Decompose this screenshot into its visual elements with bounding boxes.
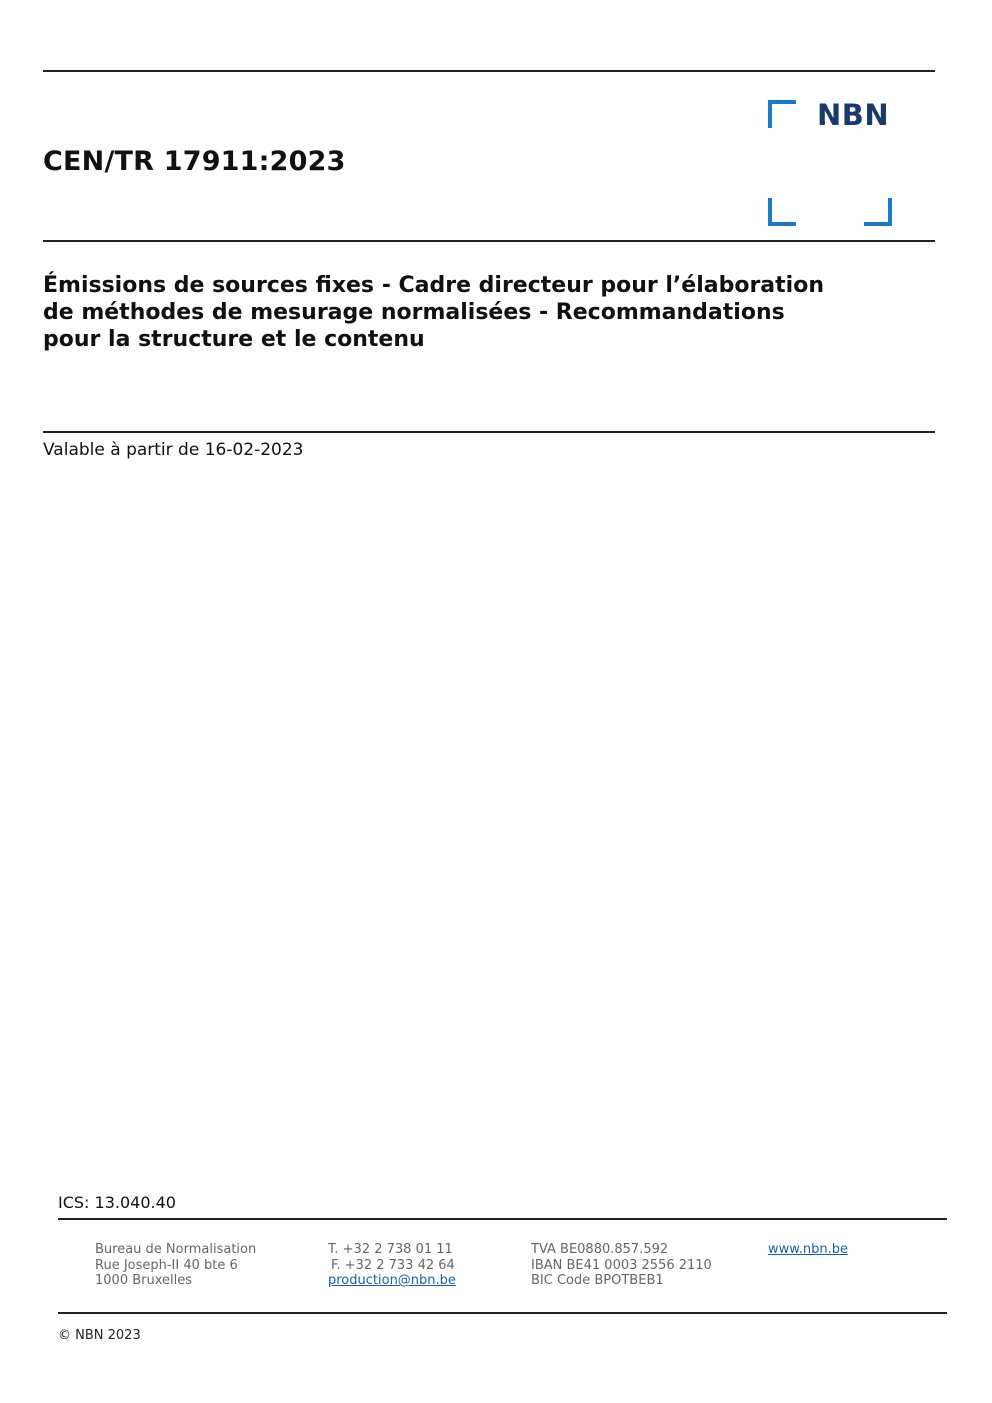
email-link[interactable]: production@nbn.be [328,1273,456,1288]
logo-text: NBN [817,98,890,132]
title-line-1: Émissions de sources fixes - Cadre directeur pour l’élaboration [43,273,824,298]
document-title [43,272,923,353]
footer-contact [328,1242,456,1289]
fax-number: F. +32 2 733 42 64 [331,1257,455,1273]
footer-top-divider [58,1218,947,1220]
document-code: CEN/TR 17911:2023 [43,146,346,177]
title-line-3: pour la structure et le contenu [43,327,425,352]
footer-website [768,1242,848,1258]
footer-address [95,1242,256,1289]
website-link[interactable]: www.nbn.be [768,1242,848,1257]
address-line-2: Rue Joseph-II 40 bte 6 [95,1257,238,1273]
nbn-logo [768,100,890,222]
logo-corner-top-left [768,100,796,128]
address-line-1: Bureau de Normalisation [95,1242,257,1257]
logo-corner-bottom-left [768,198,796,226]
iban-number: IBAN BE41 0003 2556 2110 [531,1257,712,1273]
footer-bottom-divider [58,1312,947,1314]
address-line-3: 1000 Bruxelles [95,1273,193,1288]
top-divider [43,70,935,72]
ics-code: ICS: 13.040.40 [58,1193,176,1212]
header-divider [43,240,935,242]
phone-number: T. +32 2 738 01 11 [328,1242,453,1257]
copyright-notice: © NBN 2023 [58,1328,141,1343]
title-line-2: de méthodes de mesurage normalisées - Recommandations [43,300,785,325]
bic-code: BIC Code BPOTBEB1 [531,1273,664,1288]
vat-number: TVA BE0880.857.592 [531,1242,669,1257]
footer-bank [531,1242,712,1289]
title-divider [43,431,935,433]
validity-date: Valable à partir de 16-02-2023 [43,440,304,460]
logo-corner-bottom-right [864,198,892,226]
